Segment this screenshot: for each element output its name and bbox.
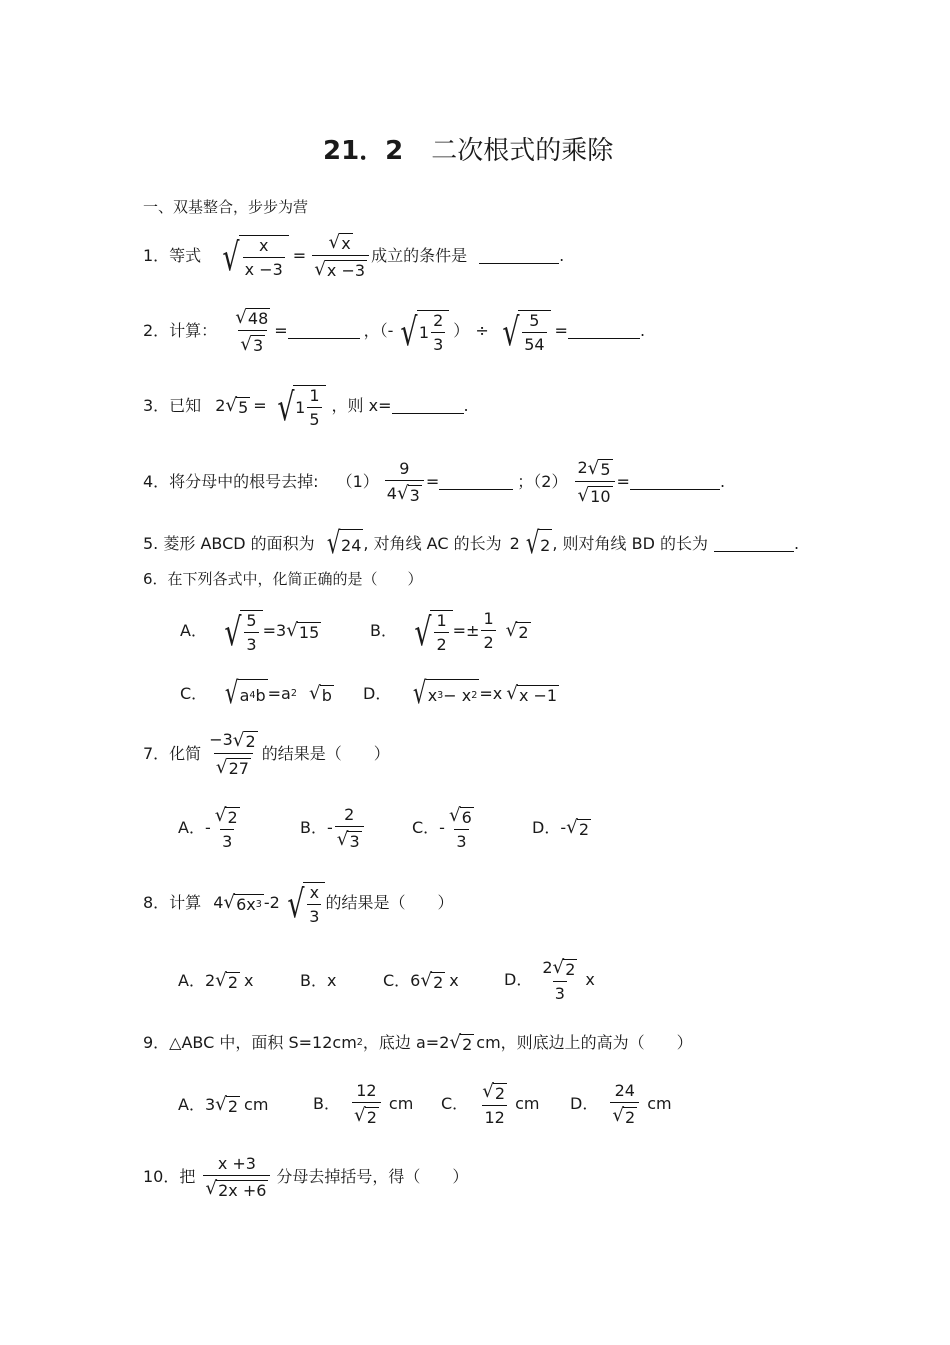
q1-radical-left: √ $\frac{x}{x -3}$: [215, 235, 289, 278]
q9-option-b[interactable]: B． 12 √ 2 cm: [313, 1080, 414, 1127]
title-number: 21．2: [323, 136, 404, 166]
q2-radical-frac: √ $\frac{5}{54}$: [495, 310, 551, 353]
q4-answer-blank-1[interactable]: [439, 475, 513, 490]
question-7: 7．化简 −3 √ 2 √ 27 的结果是（ ）: [143, 729, 390, 778]
q6-option-b[interactable]: B． √ $\frac{1}{2}$ =± $\frac{1}{2}$ √ 2: [370, 609, 529, 656]
q9-option-a[interactable]: A．3 √ 2 cm: [178, 1094, 269, 1116]
q1-fraction-right: √ x √ x −3: [312, 233, 369, 279]
q1-condition-text: 成立的条件是: [371, 246, 468, 265]
question-9: 9．△ABC 中，面积 S=12cm 2 ，底边 a=2 √ 2 cm，则底边上的高为（ ）: [143, 1032, 693, 1054]
q2-answer-blank-1[interactable]: [288, 324, 360, 339]
q3-radical-mixed: √ 1 $\frac{1}{5}$: [270, 385, 326, 428]
q4-answer-blank-2[interactable]: [630, 475, 720, 490]
q8-option-c[interactable]: C．6 √ 2 x: [383, 970, 459, 992]
q3-prefix: 3．已知: [143, 396, 202, 415]
q6-option-a[interactable]: A． √ $\frac{5}{3}$ =3 √ 15: [180, 610, 320, 656]
q4-fraction-1: 9 4 √ 3: [385, 461, 424, 504]
question-3: 3．已知 2 √ 5 = √ 1 $\frac{1}{5}$ ，则 x= .: [143, 385, 469, 431]
question-2: 2．计算： √ 48 √ 3 = ，（- √ 1 $\frac{2}{3}$ ） ÷ √ $\frac{5}{54}$ = .: [143, 306, 646, 356]
q9-option-d[interactable]: D． 24 √ 2 cm: [570, 1080, 672, 1127]
q7-option-c[interactable]: C．- √ 6 3: [412, 805, 472, 851]
q3-answer-blank[interactable]: [392, 399, 464, 414]
q1-prefix: 1．等式: [143, 246, 202, 265]
q6-stem: 6．在下列各式中，化简正确的是（ ）: [143, 570, 423, 588]
question-1: 1．等式 √ $\frac{x}{x -3}$ = √ x √ x −3 成立的条件是 .: [143, 231, 565, 281]
q7-option-b[interactable]: B．- 2 √ 3: [300, 802, 366, 854]
q2-fraction-1: √ 48 √ 3: [235, 306, 269, 355]
q1-answer-blank[interactable]: [479, 249, 559, 264]
q5-prefix: 5. 菱形 ABCD 的面积为: [143, 534, 315, 553]
title-text: 二次根式的乘除: [431, 136, 614, 166]
q2-prefix: 2．计算：: [143, 321, 218, 340]
question-8: 8．计算 4 √ 6x 3 -2 √ $\frac{x}{3}$ 的结果是（ ）: [143, 882, 454, 928]
q5-answer-blank[interactable]: [714, 537, 794, 552]
q4-fraction-2: 2 √ 5 √ 10: [575, 459, 614, 505]
page-title: [323, 130, 613, 167]
q6-option-c[interactable]: C． √ a 4 b =a 2 √ b: [180, 675, 332, 711]
section-heading: 一、双基整合，步步为营: [143, 198, 309, 216]
q8-option-d[interactable]: D． 2 √ 2 3 x: [504, 957, 595, 1003]
question-5: 5. 菱形 ABCD 的面积为 √ 24 , 对角线 AC 的长为 2 √ 2 , 则对角线 BD 的长为 .: [143, 525, 800, 561]
q8-option-b[interactable]: B．x: [300, 971, 337, 990]
q4-prefix: 4．将分母中的根号去掉:: [143, 472, 319, 491]
question-10: 10．把 x +3 √ 2x +6 分母去掉括号，得（ ）: [143, 1153, 469, 1200]
q7-option-d[interactable]: D．- √ 2: [532, 817, 590, 839]
q2-answer-blank-2[interactable]: [568, 324, 640, 339]
q9-option-c[interactable]: C． √ 2 12 cm: [441, 1081, 540, 1127]
q7-option-a[interactable]: A．- √ 2 3: [178, 805, 238, 851]
q8-option-a[interactable]: A．2 √ 2 x: [178, 970, 254, 992]
question-4: 4．将分母中的根号去掉: （1） 9 4 √ 3 = ；（2） 2 √ 5 √ 10 = .: [143, 457, 726, 506]
q2-radical-mixed: √ 1 $\frac{2}{3}$: [393, 310, 449, 353]
q6-option-d[interactable]: D． √ x 3 − x 2 =x √ x −1: [363, 675, 558, 711]
